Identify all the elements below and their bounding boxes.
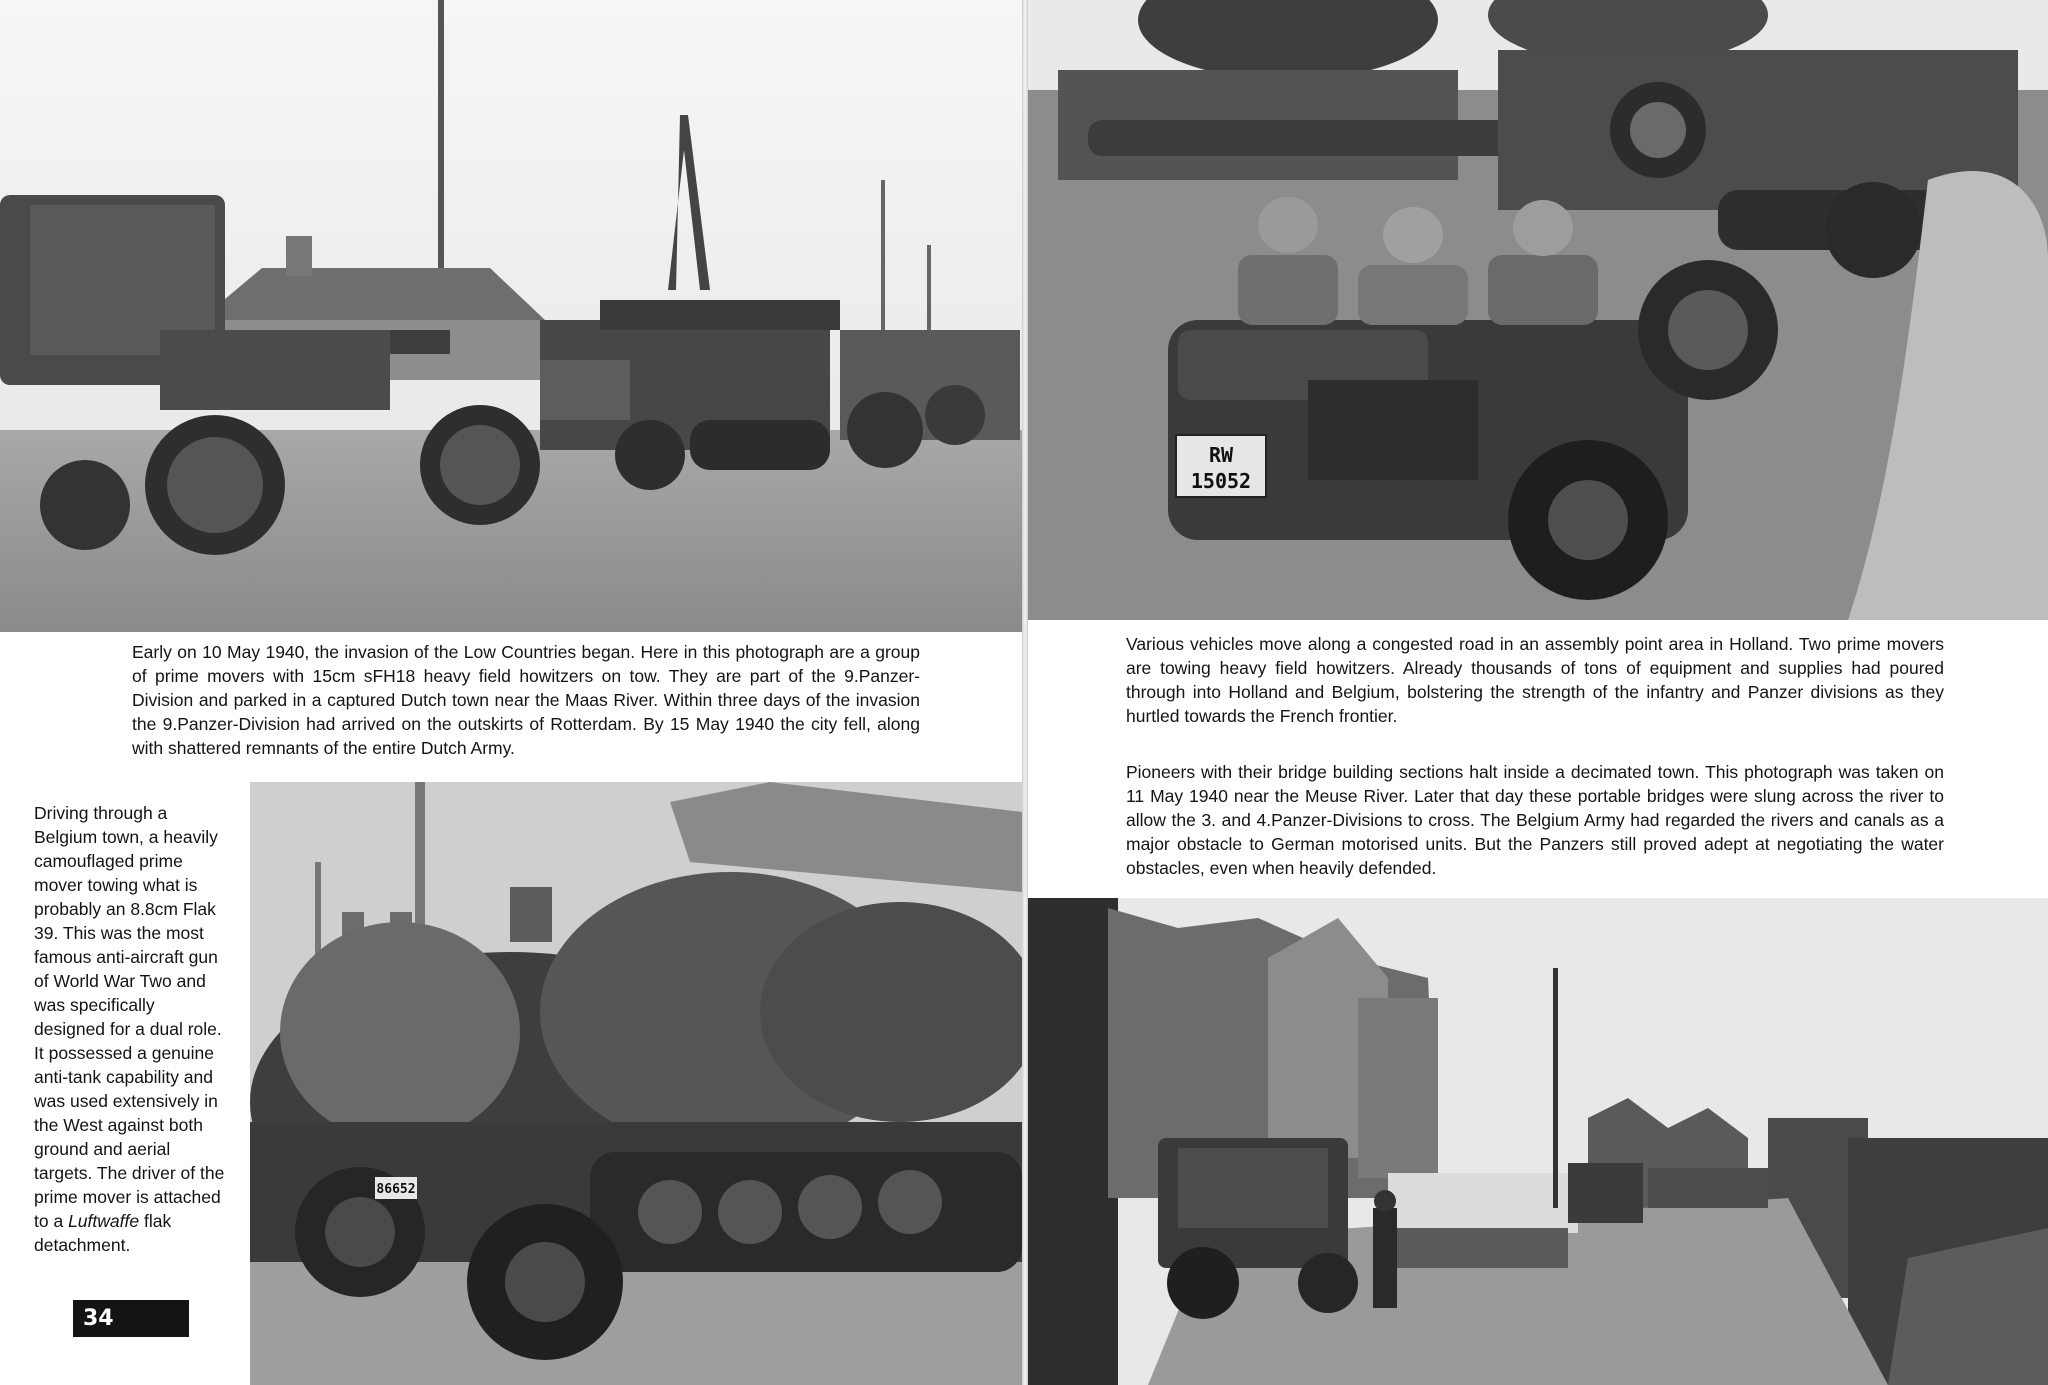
caption-convoy: Various vehicles move along a congested road in an assembly point area in Holland. Two prime movers are towing heavy field howitzers. Already thousands of tons of equipment and supplies had poured through into Holland and Belgium, bolstering the strength of the infantry and Panzer divisions as they hurtled towards the French frontier. [1126,634,1944,726]
caption-pioneers: Pioneers with their bridge building sections halt inside a decimated town. This photograph was taken on 11 May 1940 near the Meuse River. Later that day these portable bridges were slung across the river to allow the 3. and 4.Panzer-Divisions to cross. The Belgium Army had regarded the rivers and canals as a major obstacle to German motorised units. But the Panzers still proved adept at negotiating the water obstacles, even when heavily defended. [1126,762,1944,878]
caption-italic-term: Luftwaffe [68,1211,140,1231]
caption-howitzers: Early on 10 May 1940, the invasion of the Low Countries began. Here in this photograph are a group of prime movers with 15cm sFH18 heavy field howitzers on tow. They are part of the 9.Panzer-Division and parked in a captured Dutch town near the Maas River. Within three days of the invasion the 9.Panzer-Division had arrived on the outskirts of Rotterdam. By 15 May 1940 the city fell, along with shattered remnants of the entire Dutch Army. [132,642,920,758]
plate-car-line2: 15052 [1190,469,1252,493]
caption-camouflaged-end: flak detachment. [34,1211,172,1255]
photo-camouflaged-prime-mover [250,782,1022,1385]
photo-pioneers-decimated-town [1028,898,2048,1385]
left-page [0,0,1022,1385]
right-page [1028,0,2048,1385]
plate-camouflaged-vehicle: 86652 [376,1182,416,1197]
caption-camouflaged-text: Driving through a Belgium town, a heavily camouflaged prime mover towing what is probably an 8.8cm Flak 39. This was the most famous anti-aircraft gun of World War Two and was specifically designed for a dual role. It possessed a genuine anti-tank capability and was used extensively in the West against both ground and aerial targets. The driver of the prime mover is attached to a [34,803,225,1231]
photo-howitzers-on-tow [0,0,1022,632]
photo-congested-road [1028,0,2048,620]
plate-car-line1: RW [1208,443,1234,467]
caption-camouflaged-prime-mover [34,801,230,1257]
page-number: 34 [73,1300,189,1337]
